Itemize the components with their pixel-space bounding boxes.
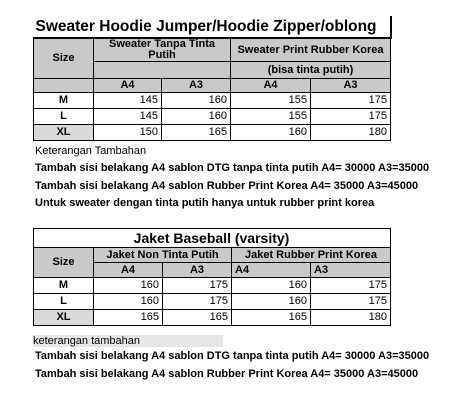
table-row [34,125,391,141]
sweater-size-l: L [34,109,94,125]
price-cell: 160 [162,109,231,125]
sweater-note-heading: Keterangan Tambahan [35,145,147,157]
jaket-size-l: L [34,294,94,310]
sweater-sub-a4-2: A4 [231,79,311,93]
table-row [34,109,391,125]
jaket-size-xl: XL [34,310,94,326]
price-cell: 165 [162,125,231,141]
jaket-sub-a4-1: A4 [94,263,163,278]
table-row [34,294,391,310]
price-cell: 175 [163,278,232,294]
sweater-sub-a3-1: A3 [162,79,231,93]
price-cell: 160 [162,93,231,109]
price-cell: 160 [94,278,163,294]
sweater-size-header-blank [34,79,94,93]
jaket-group-rubber-print: Jaket Rubber Print Korea [232,248,391,263]
sweater-note-rubber: Tambah sisi belakang A4 sablon Rubber Print Korea A4= 35000 A3=45000 [35,180,419,192]
sweater-group-rubber-print-line2: (bisa tinta putih) [231,62,391,79]
price-cell: 175 [311,294,391,310]
jaket-table-title: Jaket Baseball (varsity) [34,229,391,248]
price-cell: 145 [94,93,162,109]
sweater-note-white-ink: Untuk sweater dengan tinta putih hanya untuk rubber print korea [35,197,375,209]
price-cell: 150 [94,125,162,141]
price-cell: 155 [231,109,311,125]
price-cell: 175 [163,294,232,310]
price-cell: 160 [231,125,311,141]
jaket-note-heading: keterangan tambahan [33,335,223,347]
price-cell: 165 [163,310,232,326]
jaket-sub-a4-2: A4 [232,263,311,278]
jaket-note-dtg: Tambah sisi belakang A4 sablon DTG tanpa tinta putih A4= 30000 A3=35000 [35,350,430,362]
jaket-sub-a3-2: A3 [311,263,391,278]
jaket-group-no-white-ink: Jaket Non Tinta Putih [94,248,232,263]
price-cell: 180 [311,310,391,326]
jaket-size-header: Size [34,248,94,278]
table-row [34,278,391,294]
jaket-sub-a3-1: A3 [163,263,232,278]
sweater-sub-a3-2: A3 [311,79,391,93]
sweater-table-title: Sweater Hoodie Jumper/Hoodie Zipper/oblong [34,16,391,38]
jaket-size-m: M [34,278,94,294]
price-cell: 175 [311,109,391,125]
jaket-note-rubber: Tambah sisi belakang A4 sablon Rubber Print Korea A4= 35000 A3=45000 [35,368,419,380]
sweater-group-rubber-print-line1: Sweater Print Rubber Korea [231,38,391,62]
jaket-price-table [33,228,391,326]
price-cell: 175 [311,93,391,109]
sweater-price-table-block [33,16,392,141]
sweater-group-no-white-ink-wrap [94,62,231,79]
sweater-group-no-white-ink: Sweater Tanpa Tinta Putih [94,38,231,62]
price-cell: 160 [94,294,163,310]
price-cell: 160 [232,278,311,294]
price-cell: 165 [94,310,163,326]
jaket-price-table-block [33,228,391,326]
price-cell: 165 [232,310,311,326]
table-row [34,310,391,326]
sweater-size-header: Size [34,38,94,79]
sweater-sub-a4-1: A4 [94,79,162,93]
sweater-size-xl: XL [34,125,94,141]
price-cell: 160 [232,294,311,310]
table-row [34,93,391,109]
price-cell: 155 [231,93,311,109]
price-cell: 145 [94,109,162,125]
price-cell: 175 [311,278,391,294]
price-cell: 180 [311,125,391,141]
sweater-price-table [33,16,392,141]
sweater-note-dtg: Tambah sisi belakang A4 sablon DTG tanpa tinta putih A4= 30000 A3=35000 [35,162,430,174]
sweater-size-m: M [34,93,94,109]
